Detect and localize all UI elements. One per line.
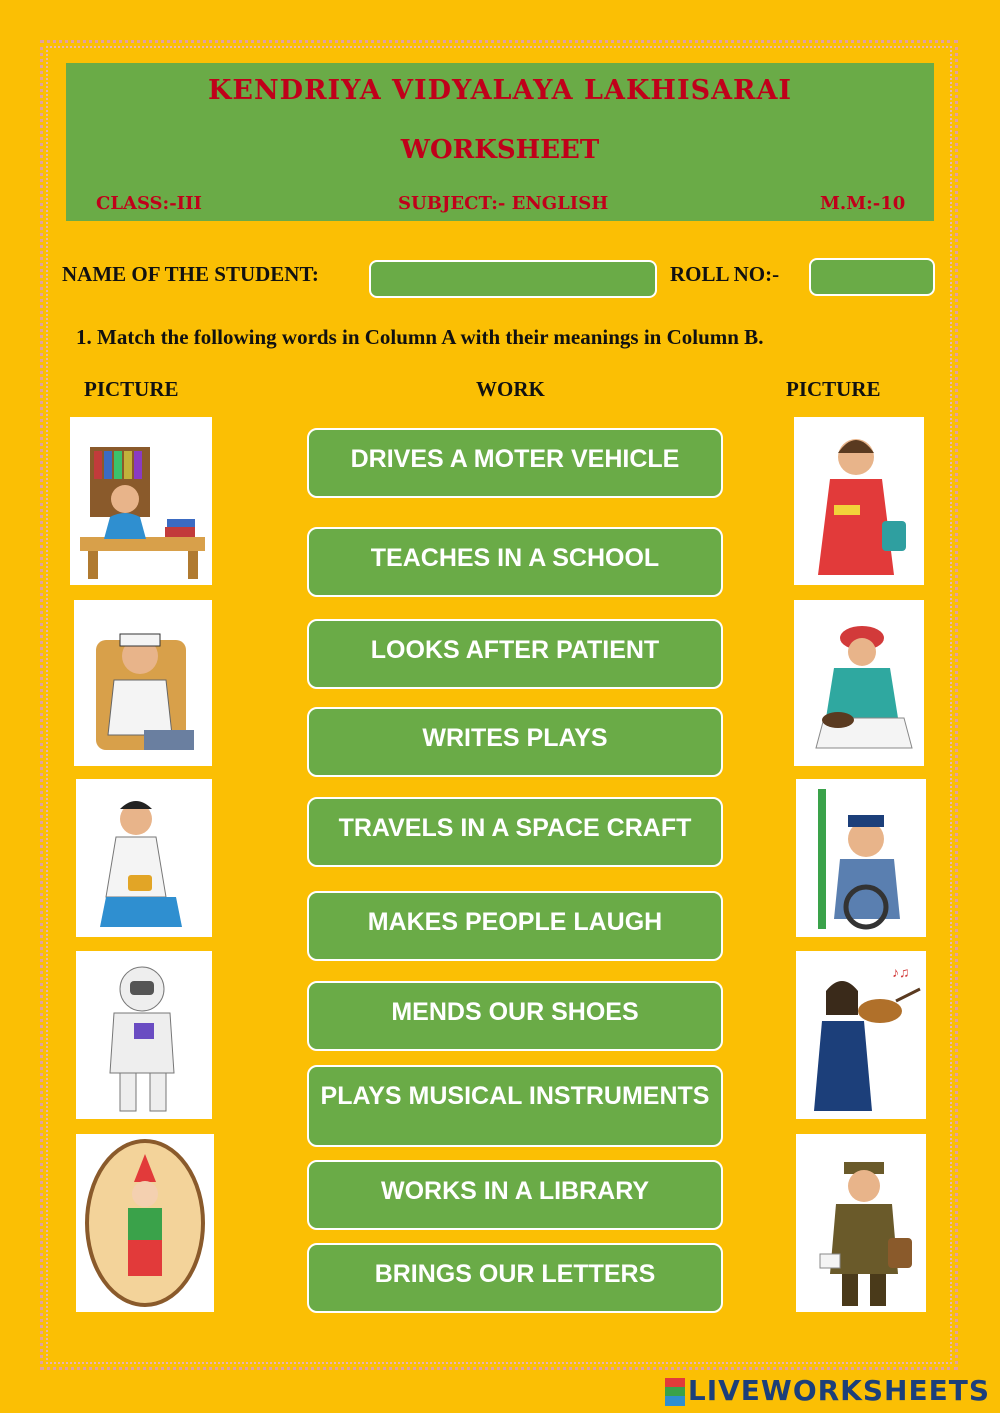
postman-picture[interactable]	[796, 1134, 926, 1312]
astronaut-picture[interactable]	[76, 951, 212, 1119]
question-text: 1. Match the following words in Column A with their meanings in Column B.	[76, 325, 764, 349]
work-item[interactable]: TEACHES IN A SCHOOL	[307, 527, 723, 597]
student-name-field[interactable]	[369, 260, 657, 298]
cobbler-picture[interactable]	[794, 600, 924, 766]
roll-no-label: ROLL NO:-	[670, 262, 780, 286]
work-item[interactable]: PLAYS MUSICAL INSTRUMENTS	[307, 1065, 723, 1147]
librarian-picture[interactable]	[70, 417, 212, 585]
musician-picture[interactable]	[796, 951, 926, 1119]
brand-text: LIVEWORKSHEETS	[687, 1374, 990, 1407]
school-name: KENDRIYA VIDYALAYA LAKHISARAI	[207, 75, 793, 106]
work-item[interactable]: MENDS OUR SHOES	[307, 981, 723, 1051]
student-name-label: NAME OF THE STUDENT:	[62, 262, 319, 286]
work-item[interactable]: LOOKS AFTER PATIENT	[307, 619, 723, 689]
work-item[interactable]: BRINGS OUR LETTERS	[307, 1243, 723, 1313]
class-label: CLASS:-III	[96, 193, 202, 214]
work-item[interactable]: WRITES PLAYS	[307, 707, 723, 777]
driver-picture[interactable]	[796, 779, 926, 937]
work-item[interactable]: WORKS IN A LIBRARY	[307, 1160, 723, 1230]
roll-no-field[interactable]	[809, 258, 935, 296]
subject-label: SUBJECT:- ENGLISH	[398, 193, 609, 214]
clown-puppet-picture[interactable]	[76, 1134, 214, 1312]
liveworksheets-mark-icon	[665, 1378, 685, 1406]
liveworksheets-logo	[665, 1374, 990, 1407]
column-header-right: PICTURE	[786, 377, 881, 401]
column-header-left: PICTURE	[84, 377, 179, 401]
column-header-middle: WORK	[476, 377, 545, 401]
work-item[interactable]: DRIVES A MOTER VEHICLE	[307, 428, 723, 498]
work-item[interactable]: TRAVELS IN A SPACE CRAFT	[307, 797, 723, 867]
worksheet-header	[66, 63, 934, 221]
svg-text:♪♫: ♪♫	[892, 966, 910, 981]
work-item[interactable]: MAKES PEOPLE LAUGH	[307, 891, 723, 961]
pilot-picture[interactable]	[74, 600, 212, 766]
teacher-picture[interactable]	[794, 417, 924, 585]
marks-label: M.M:-10	[820, 193, 906, 214]
worksheet-title: WORKSHEET	[400, 135, 600, 165]
nurse-picture[interactable]	[76, 779, 212, 937]
